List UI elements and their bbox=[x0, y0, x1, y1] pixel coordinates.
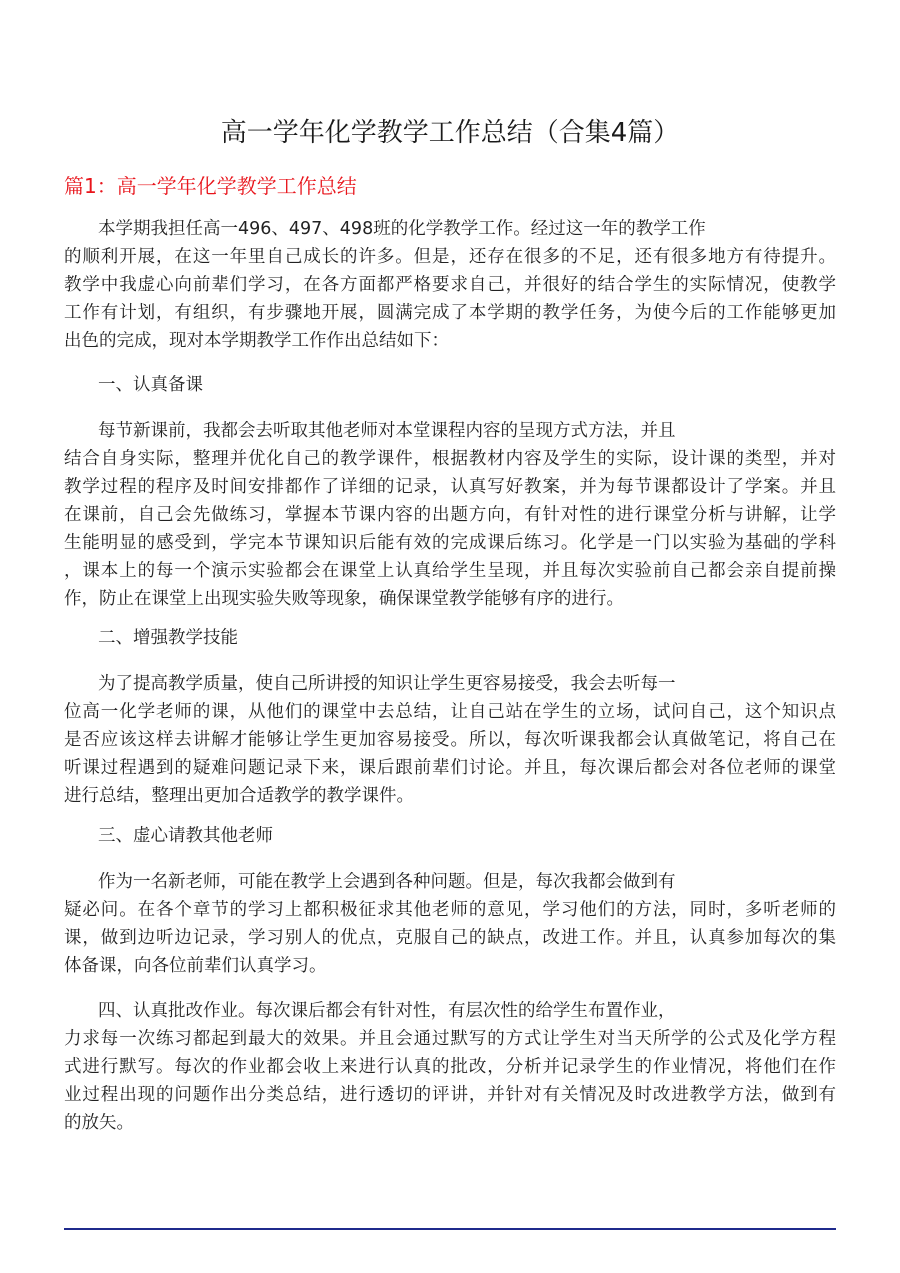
section-title: 篇1：高一学年化学教学工作总结 bbox=[64, 174, 357, 198]
footer-divider bbox=[64, 1228, 836, 1230]
text-line: 结合自身实际，整理并优化自己的教学课件，根据教材内容及学生的实际，设计课的类型，并对 bbox=[64, 449, 836, 469]
heading-1: 一、认真备课 bbox=[98, 375, 203, 395]
text-line: 位高一化学老师的课，从他们的课堂中去总结，让自己站在学生的立场，试问自己，这个知识点 bbox=[64, 702, 836, 722]
text-line: 式进行默写。每次的作业都会收上来进行认真的批改，分析并记录学生的作业情况，将他们在作 bbox=[64, 1057, 836, 1077]
text-line: 作为一名新老师，可能在教学上会遇到各种问题。但是，每次我都会做到有 bbox=[98, 872, 676, 892]
text-line: 生能明显的感受到，学完本节课知识后能有效的完成课后练习。化学是一门以实验为基础的学科 bbox=[64, 533, 836, 553]
paragraph-homework bbox=[64, 997, 836, 1137]
document-title: 高一学年化学教学工作总结（合集4篇） bbox=[220, 118, 680, 148]
text-line: 本学期我担任高一496、497、498班的化学教学工作。经过这一年的教学工作 bbox=[98, 219, 706, 239]
text-line: 的放矢。 bbox=[64, 1113, 134, 1133]
text-line: 力求每一次练习都起到最大的效果。并且会通过默写的方式让学生对当天所学的公式及化学方程 bbox=[64, 1029, 836, 1049]
paragraph-intro bbox=[64, 215, 836, 355]
text-line: 作，防止在课堂上出现实验失败等现象，确保课堂教学能够有序的进行。 bbox=[64, 589, 624, 609]
text-line: 是否应该这样去讲解才能够让学生更加容易接受。所以，每次听课我都会认真做笔记，将自己在 bbox=[64, 730, 836, 750]
text-line: 教学中我虚心向前辈们学习，在各方面都严格要求自己，并很好的结合学生的实际情况，使教学 bbox=[64, 275, 836, 295]
text-line: 在课前，自己会先做练习，掌握本节课内容的出题方向，有针对性的进行课堂分析与讲解，让学 bbox=[64, 505, 836, 525]
paragraph-teaching-skills bbox=[64, 670, 836, 810]
heading-3: 三、虚心请教其他老师 bbox=[98, 826, 273, 846]
text-line: 每节新课前，我都会去听取其他老师对本堂课程内容的呈现方式方法，并且 bbox=[98, 421, 676, 441]
text-line: 进行总结，整理出更加合适教学的教学课件。 bbox=[64, 786, 414, 806]
text-line: 出色的完成，现对本学期教学工作作出总结如下： bbox=[64, 331, 449, 351]
text-line: 四、认真批改作业。每次课后都会有针对性，有层次性的给学生布置作业， bbox=[98, 1001, 676, 1021]
heading-2: 二、增强教学技能 bbox=[98, 628, 238, 648]
text-line: 教学过程的程序及时间安排都作了详细的记录，认真写好教案，并为每节课都设计了学案。并且 bbox=[64, 477, 836, 497]
paragraph-consult-teachers bbox=[64, 868, 836, 980]
text-line: 业过程出现的问题作出分类总结，进行透切的评讲，并针对有关情况及时改进教学方法，做到有 bbox=[64, 1085, 836, 1105]
text-line: 听课过程遇到的疑难问题记录下来，课后跟前辈们讨论。并且，每次课后都会对各位老师的课堂 bbox=[64, 758, 836, 778]
text-line: ，课本上的每一个演示实验都会在课堂上认真给学生呈现，并且每次实验前自己都会亲自提前操 bbox=[64, 561, 836, 581]
text-line: 的顺利开展，在这一年里自己成长的许多。但是，还存在很多的不足，还有很多地方有待提升。 bbox=[64, 247, 836, 267]
text-line: 体备课，向各位前辈们认真学习。 bbox=[64, 956, 327, 976]
text-line: 课，做到边听边记录，学习别人的优点，克服自己的缺点，改进工作。并且，认真参加每次的集 bbox=[64, 928, 836, 948]
text-line: 疑必问。在各个章节的学习上都积极征求其他老师的意见，学习他们的方法，同时，多听老师的 bbox=[64, 900, 836, 920]
text-line: 为了提高教学质量，使自己所讲授的知识让学生更容易接受，我会去听每一 bbox=[98, 674, 676, 694]
paragraph-lesson-prep bbox=[64, 417, 836, 613]
text-line: 工作有计划，有组织，有步骤地开展，圆满完成了本学期的教学任务，为使今后的工作能够更加 bbox=[64, 303, 836, 323]
